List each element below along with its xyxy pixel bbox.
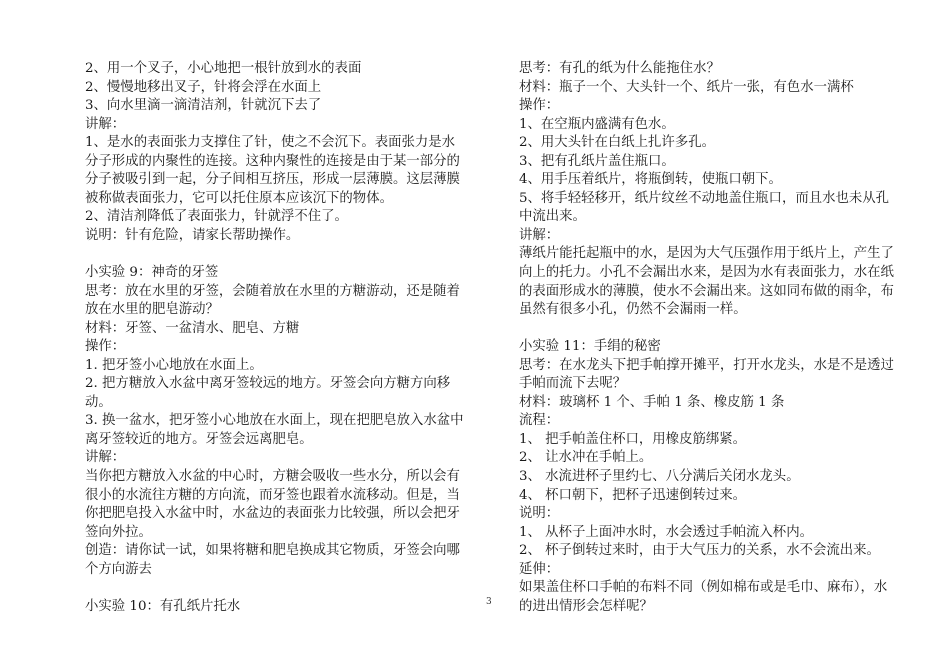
left-column-line: 2、用一个叉子，小心地把一根针放到水的表面 — [85, 61, 362, 76]
right-column-line: 的表面形成水的薄膜，使水不会漏出来。这如同布做的雨伞，布 — [519, 283, 894, 299]
left-column-line: 小实验 9：神奇的牙签 — [85, 265, 219, 281]
left-column-line: 当你把方糖放入水盆的中心时，方糖会吸收一些水分，所以会有 — [85, 469, 460, 485]
left-column-line: 3. 换一盆水，把牙签小心地放在水面上，现在把肥皂放入水盆中 — [85, 413, 464, 429]
page-number: 3 — [486, 597, 492, 607]
left-column-line: 讲解： — [85, 116, 126, 132]
left-column-line: 说明：针有危险，请家长帮助操作。 — [85, 227, 300, 243]
left-column-line: 被称做表面张力，它可以托住原本应该沉下的物体。 — [85, 190, 393, 206]
right-column-line: 3、把有孔纸片盖住瓶口。 — [519, 153, 675, 169]
left-column-line: 3、向水里滴一滴清洁剂，针就沉下去了 — [85, 98, 322, 114]
right-column-line: 思考：有孔的纸为什么能拖住水？ — [519, 61, 720, 76]
right-column-line: 向上的托力。小孔不会漏出水来，是因为水有表面张力，水在纸 — [519, 265, 894, 281]
right-column-line: 2、 让水冲在手帕上。 — [519, 450, 653, 466]
left-column-line: 1、是水的表面张力支撑住了针，使之不会沉下。表面张力是水 — [85, 135, 456, 151]
right-column-line: 1、在空瓶内盛满有色水。 — [519, 116, 675, 132]
left-column-line: 动。 — [85, 394, 112, 410]
right-column-line: 讲解： — [519, 227, 560, 243]
left-column-line: 2. 把方糖放入水盆中离牙签较远的地方。牙签会向方糖方向移 — [85, 376, 451, 392]
left-column-line: 创造：请你试一试，如果将糖和肥皂换成其它物质，牙签会向哪 — [85, 543, 460, 559]
right-column-line: 中流出来。 — [519, 209, 586, 225]
left-column-line: 2、清洁剂降低了表面张力，针就浮不住了。 — [85, 209, 348, 225]
right-column-line: 1、 从杯子上面冲水时，水会透过手帕流入杯内。 — [519, 524, 813, 540]
left-column-line — [85, 245, 471, 264]
left-column-line: 材料：牙签、一盆清水、肥皂、方糖 — [85, 320, 300, 336]
left-column-line: 离牙签较近的地方。牙签会远离肥皂。 — [85, 431, 313, 447]
left-column-line: 签向外拉。 — [85, 524, 152, 540]
right-column-line: 4、 杯口朝下，把杯子迅速倒转过来。 — [519, 487, 747, 503]
right-column-line: 薄纸片能托起瓶中的水，是因为大气压强作用于纸片上，产生了 — [519, 246, 894, 262]
right-column-line: 4、用手压着纸片，将瓶倒转，使瓶口朝下。 — [519, 172, 782, 188]
right-column-line: 手帕而流下去呢？ — [519, 376, 627, 392]
right-column-line — [519, 320, 905, 339]
right-column-line: 5、将手轻轻移开，纸片纹丝不动地盖住瓶口，而且水也未从孔 — [519, 190, 890, 206]
left-column-line: 分子形成的内聚性的连接。这种内聚性的连接是由于某一部分的 — [85, 153, 460, 169]
right-column-line: 如果盖住杯口手帕的布料不同（例如棉布或是毛巾、麻布），水 — [519, 580, 888, 596]
right-column-line: 虽然有很多小孔，仍然不会漏雨一样。 — [519, 302, 747, 318]
left-column-line: 放在水里的肥皂游动？ — [85, 302, 219, 318]
right-column-line: 材料：玻璃杯 1 个、手帕 1 条、橡皮筋 1 条 — [519, 394, 785, 410]
right-column-line: 1、 把手帕盖住杯口，用橡皮筋绑紧。 — [519, 431, 747, 447]
right-column-line: 思考：在水龙头下把手帕撑开摊平，打开水龙头，水是不是透过 — [519, 357, 894, 373]
right-column-line: 2、用大头针在白纸上扎许多孔。 — [519, 135, 715, 151]
left-column-line — [85, 579, 471, 598]
left-column-line: 思考：放在水里的牙签，会随着放在水里的方糖游动，还是随着 — [85, 283, 460, 299]
right-column-line: 的进出情形会怎样呢？ — [519, 598, 653, 614]
left-column-line: 你把肥皂投入水盆中时，水盆边的表面张力比较强，所以会把牙 — [85, 506, 460, 522]
left-column-line: 讲解： — [85, 450, 126, 466]
right-column-line: 流程： — [519, 413, 560, 429]
right-column-line: 说明： — [519, 506, 560, 522]
right-column — [519, 60, 905, 616]
right-column-line: 小实验 11：手绢的秘密 — [519, 339, 661, 355]
right-column-line: 延伸： — [519, 561, 560, 577]
left-column-line: 分子被吸引到一起，分子间相互挤压，形成一层薄膜。这层薄膜 — [85, 172, 460, 188]
right-column-line: 3、 水流进杯子里约七、八分满后关闭水龙头。 — [519, 469, 800, 485]
left-column-line: 1. 把牙签小心地放在水面上。 — [85, 357, 263, 373]
left-column-line: 小实验 10：有孔纸片托水 — [85, 598, 241, 614]
left-column-line: 个方向游去 — [85, 561, 152, 577]
right-column-line: 材料：瓶子一个、大头针一个、纸片一张，有色水一满杯 — [519, 79, 854, 95]
right-column-line: 操作： — [519, 98, 560, 114]
left-column-line: 2、慢慢地移出叉子，针将会浮在水面上 — [85, 79, 322, 95]
left-column-line: 操作： — [85, 339, 126, 355]
right-column-line: 2、 杯子倒转过来时，由于大气压力的关系，水不会流出来。 — [519, 543, 880, 559]
left-column-line: 很小的水流往方糖的方向流，而牙签也跟着水流移动。但是，当 — [85, 487, 460, 503]
left-column — [85, 60, 471, 616]
